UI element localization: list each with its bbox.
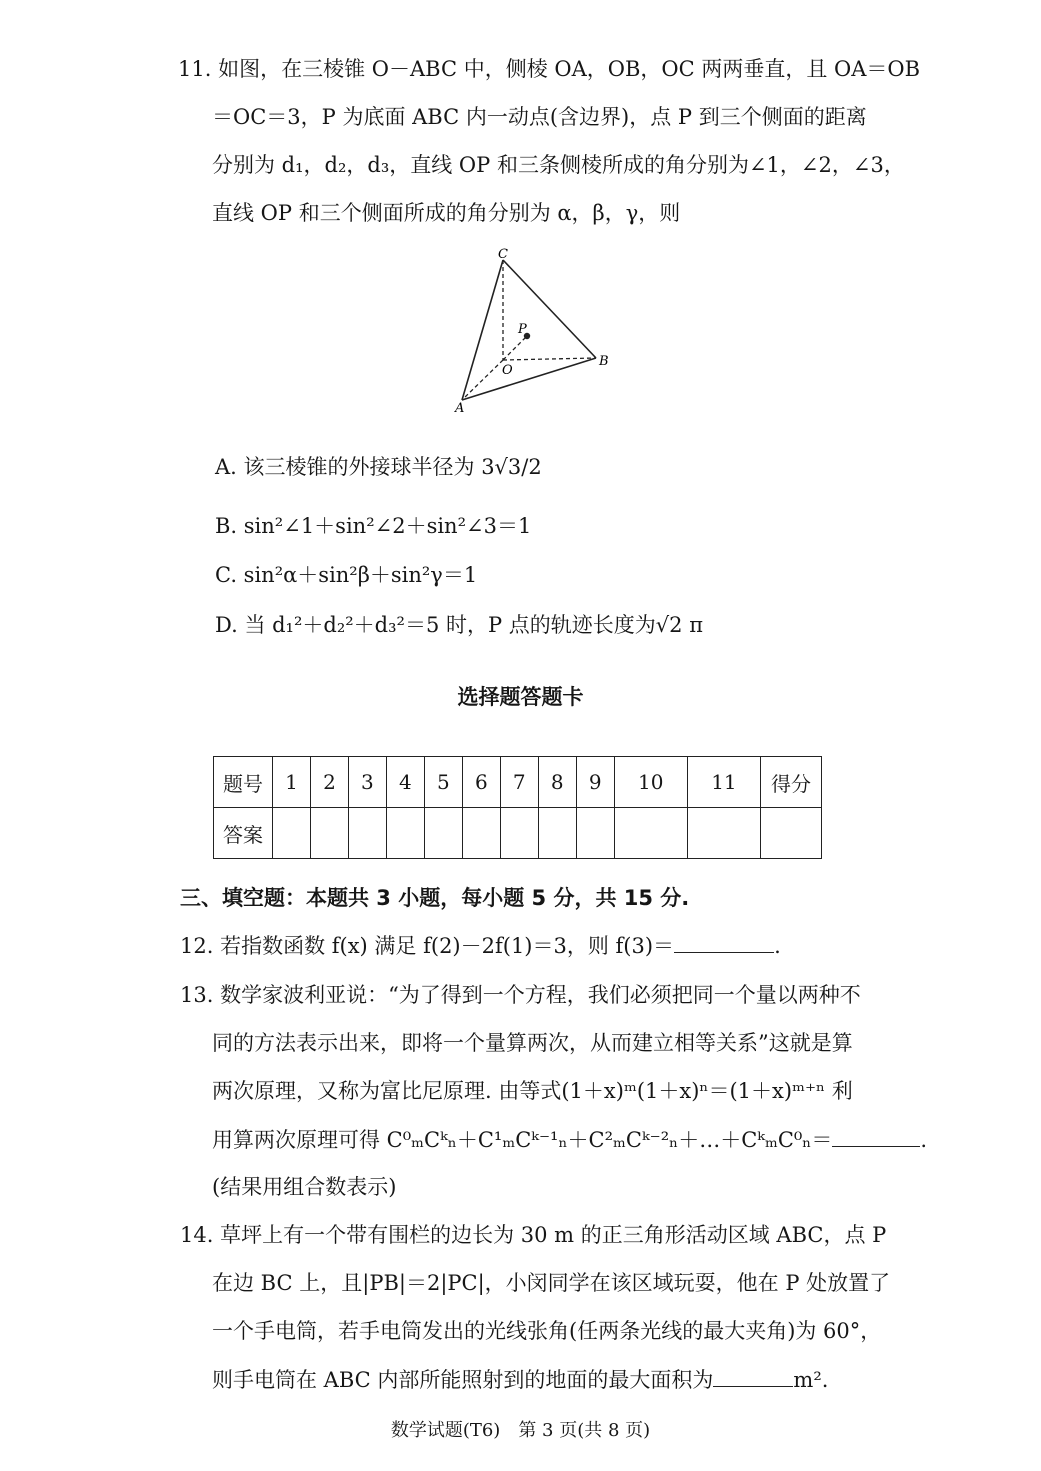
page-footer: 数学试题(T6) 第 3 页(共 8 页) bbox=[390, 1420, 651, 1441]
q14-line-2: 在边 BC 上，且|PB|＝2|PC|，小闵同学在该区域玩耍，他在 P 处放置了 bbox=[212, 1271, 891, 1295]
q14-line-4 bbox=[212, 1366, 828, 1393]
header-cell: 11 bbox=[687, 757, 760, 808]
answer-card-title: 选择题答题卡 bbox=[457, 685, 584, 709]
answer-cell[interactable] bbox=[761, 808, 822, 859]
answer-card-table bbox=[213, 756, 822, 859]
answer-row-label: 答案 bbox=[214, 808, 273, 859]
q14-stem: 则手电筒在 ABC 内部所能照射到的地面的最大面积为 bbox=[212, 1368, 714, 1392]
header-cell: 8 bbox=[538, 757, 576, 808]
answer-cell[interactable] bbox=[687, 808, 760, 859]
q13-line-4 bbox=[212, 1126, 927, 1153]
answer-cell[interactable] bbox=[538, 808, 576, 859]
option-c: C. sin²α＋sin²β＋sin²γ＝1 bbox=[215, 563, 478, 587]
header-cell: 4 bbox=[386, 757, 424, 808]
header-cell: 10 bbox=[614, 757, 687, 808]
q13-line-3: 两次原理，又称为富比尼原理. 由等式(1＋x)ᵐ(1＋x)ⁿ＝(1＋x)ᵐ⁺ⁿ 利 bbox=[212, 1079, 853, 1103]
q13-end: . bbox=[920, 1128, 928, 1152]
q14-answer-blank[interactable] bbox=[713, 1366, 793, 1387]
header-cell: 6 bbox=[462, 757, 500, 808]
q13-note: (结果用组合数表示) bbox=[212, 1175, 397, 1199]
section-3-heading: 三、填空题：本题共 3 小题，每小题 5 分，共 15 分. bbox=[180, 886, 690, 910]
answer-cell[interactable] bbox=[462, 808, 500, 859]
answer-cell[interactable] bbox=[500, 808, 538, 859]
q14-unit: m². bbox=[793, 1368, 829, 1392]
header-cell: 得分 bbox=[761, 757, 822, 808]
header-cell: 5 bbox=[424, 757, 462, 808]
q11-line-1: 11. 如图，在三棱锥 O－ABC 中，侧棱 OA，OB，OC 两两垂直，且 OA＝OB bbox=[178, 57, 921, 81]
header-cell: 1 bbox=[273, 757, 311, 808]
answer-cell[interactable] bbox=[273, 808, 311, 859]
option-d: D. 当 d₁²＋d₂²＋d₃²＝5 时，P 点的轨迹长度为√2 π bbox=[215, 613, 704, 637]
answer-cell[interactable] bbox=[614, 808, 687, 859]
label-a: A bbox=[455, 401, 465, 416]
option-a: A. 该三棱锥的外接球半径为 3√3/2 bbox=[215, 455, 542, 479]
label-p: P bbox=[518, 322, 527, 337]
q11-line-3: 分别为 d₁，d₂，d₃，直线 OP 和三条侧棱所成的角分别为∠1，∠2，∠3， bbox=[212, 153, 905, 177]
header-cell: 2 bbox=[310, 757, 348, 808]
q13-answer-blank[interactable] bbox=[832, 1126, 920, 1147]
q13-line-1: 13. 数学家波利亚说：“为了得到一个方程，我们必须把同一个量以两种不 bbox=[180, 983, 861, 1007]
q13-stem: 用算两次原理可得 C⁰ₘCᵏₙ＋C¹ₘCᵏ⁻¹ₙ＋C²ₘCᵏ⁻²ₙ＋…＋CᵏₘC⁰ₙ＝ bbox=[212, 1128, 833, 1152]
option-b: B. sin²∠1＋sin²∠2＋sin²∠3＝1 bbox=[215, 514, 532, 538]
pyramid-figure bbox=[440, 240, 630, 420]
answer-cell[interactable] bbox=[348, 808, 386, 859]
answer-cell[interactable] bbox=[424, 808, 462, 859]
header-cell: 7 bbox=[500, 757, 538, 808]
q12-answer-blank[interactable] bbox=[674, 932, 774, 953]
q13-line-2: 同的方法表示出来，即将一个量算两次，从而建立相等关系”这就是算 bbox=[212, 1031, 853, 1055]
label-o: O bbox=[502, 363, 513, 378]
label-c: C bbox=[498, 247, 508, 262]
answer-cell[interactable] bbox=[386, 808, 424, 859]
q11-line-2: ＝OC＝3，P 为底面 ABC 内一动点(含边界)，点 P 到三个侧面的距离 bbox=[212, 105, 867, 129]
q14-line-1: 14. 草坪上有一个带有围栏的边长为 30 m 的正三角形活动区域 ABC，点 P bbox=[180, 1223, 887, 1247]
header-cell: 9 bbox=[576, 757, 614, 808]
q11-line-4: 直线 OP 和三个侧面所成的角分别为 α，β，γ，则 bbox=[212, 201, 681, 225]
answer-cell[interactable] bbox=[310, 808, 348, 859]
label-b: B bbox=[599, 354, 609, 369]
answer-cell[interactable] bbox=[576, 808, 614, 859]
q12-stem: 12. 若指数函数 f(x) 满足 f(2)－2f(1)＝3，则 f(3)＝ bbox=[180, 934, 675, 958]
q12-end: . bbox=[774, 934, 781, 958]
header-cell: 题号 bbox=[214, 757, 273, 808]
q12-text bbox=[180, 932, 781, 959]
q14-line-3: 一个手电筒，若手电筒发出的光线张角(任两条光线的最大夹角)为 60°， bbox=[212, 1319, 882, 1343]
header-cell: 3 bbox=[348, 757, 386, 808]
